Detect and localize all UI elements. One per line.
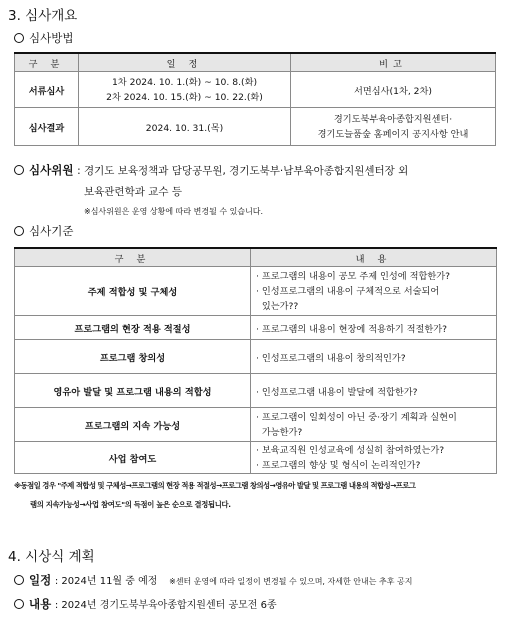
content-line: · 인성프로그램의 내용이 구체적으로 서술되어 — [256, 285, 440, 297]
content-cell: · 인성프로그램의 내용이 창의적인가? — [251, 340, 497, 374]
table-row — [15, 316, 497, 340]
row-label: 사업 참여도 — [15, 442, 251, 474]
row-label: 프로그램의 지속 가능성 — [15, 408, 251, 442]
schedule-cell: 2024. 10. 31.(목) — [79, 108, 291, 146]
method-header-category: 구 분 — [15, 53, 79, 72]
table-row — [15, 442, 497, 474]
row-label: 심사결과 — [15, 108, 79, 146]
row-label: 주제 적합성 및 구체성 — [15, 267, 251, 316]
section-3-title: 3. 심사개요 — [8, 8, 78, 24]
table-row — [15, 267, 497, 316]
circle-bullet-icon — [14, 33, 24, 43]
content-line: · 프로그램이 일회성이 아닌 중·장기 계획과 실현이 — [256, 411, 457, 423]
content-line: 가능한가? — [256, 426, 303, 438]
method-heading — [14, 30, 73, 46]
criteria-heading — [14, 223, 73, 239]
remark-line: 경기도늘품숲 홈페이지 공지사항 안내 — [317, 128, 469, 140]
schedule-cell — [79, 72, 291, 108]
content-cell: · 인성프로그램 내용이 발달에 적합한가? — [251, 374, 497, 408]
method-header-remark: 비고 — [291, 53, 496, 72]
schedule-line: 1차 2024. 10. 1.(화) ~ 10. 8.(화) — [111, 76, 258, 88]
table-row — [15, 108, 496, 146]
method-table — [14, 52, 496, 146]
row-label: 서류심사 — [15, 72, 79, 108]
criteria-table — [14, 247, 497, 474]
award-schedule-line — [14, 572, 412, 588]
content-cell — [251, 267, 497, 316]
content-line: 있는가?? — [256, 300, 299, 312]
criteria-header-category: 구 분 — [15, 248, 251, 267]
circle-bullet-icon — [14, 226, 24, 236]
judges-text: : 경기도 보육정책과 담당공무원, 경기도북부·남부육아종합지원센터장 외 — [77, 165, 409, 177]
table-row — [15, 374, 497, 408]
circle-bullet-icon — [14, 165, 24, 175]
judges-note: ※심사위원은 운영 상황에 따라 변경될 수 있습니다. — [84, 207, 264, 216]
award-schedule-label: 일정 — [29, 573, 52, 587]
content-line: · 프로그램의 향상 및 형식이 논리적인가? — [256, 459, 421, 471]
criteria-header-content: 내 용 — [251, 248, 497, 267]
table-row — [15, 408, 497, 442]
award-content-text: : 2024년 경기도북부육아종합지원센터 공모전 6종 — [54, 600, 277, 611]
method-heading-text: 심사방법 — [29, 31, 74, 45]
table-row — [15, 72, 496, 108]
circle-bullet-icon — [14, 575, 24, 585]
row-label: 프로그램의 현장 적용 적절성 — [15, 316, 251, 340]
method-header-schedule: 일 정 — [79, 53, 291, 72]
remark-line: 경기도북부육아종합지원센터· — [333, 113, 453, 125]
content-cell — [251, 408, 497, 442]
schedule-line: 2차 2024. 10. 15.(화) ~ 10. 22.(화) — [106, 91, 263, 103]
criteria-footnote-line-2: 램의 지속가능성→사업 참여도"의 득점이 높은 순으로 결정됩니다. — [30, 500, 231, 509]
criteria-footnote-line-1: ※동점일 경우 "주제 적합성 및 구체성→프로그램의 현장 적용 적절성→프로그램 창의성→영유아 발달 및 프로그램 내용의 적합성→프로그 — [14, 481, 416, 490]
row-label: 프로그램 창의성 — [15, 340, 251, 374]
remark-cell: 서면심사(1차, 2차) — [291, 72, 496, 108]
award-content-label: 내용 — [29, 597, 52, 611]
judges-line — [14, 162, 408, 178]
section-4-title: 4. 시상식 계획 — [8, 549, 95, 565]
criteria-heading-text: 심사기준 — [29, 224, 74, 238]
award-schedule-text: : 2024년 11월 중 예정 — [54, 576, 158, 587]
award-schedule-note: ※센터 운영에 따라 일정이 변경될 수 있으며, 자세한 안내는 추후 공지 — [169, 577, 413, 586]
judges-label: 심사위원 — [29, 163, 74, 177]
judges-text-2: 보육관련학과 교수 등 — [84, 186, 182, 198]
content-cell: · 프로그램의 내용이 현장에 적용하기 적절한가? — [251, 316, 497, 340]
row-label: 영유아 발달 및 프로그램 내용의 적합성 — [15, 374, 251, 408]
award-content-line — [14, 596, 277, 612]
content-line: · 보육교직원 인성교육에 성실히 참여하였는가? — [256, 444, 445, 456]
table-row — [15, 340, 497, 374]
remark-cell — [291, 108, 496, 146]
content-cell — [251, 442, 497, 474]
content-line: · 프로그램의 내용이 공모 주제 인성에 적합한가? — [256, 270, 450, 282]
circle-bullet-icon — [14, 599, 24, 609]
